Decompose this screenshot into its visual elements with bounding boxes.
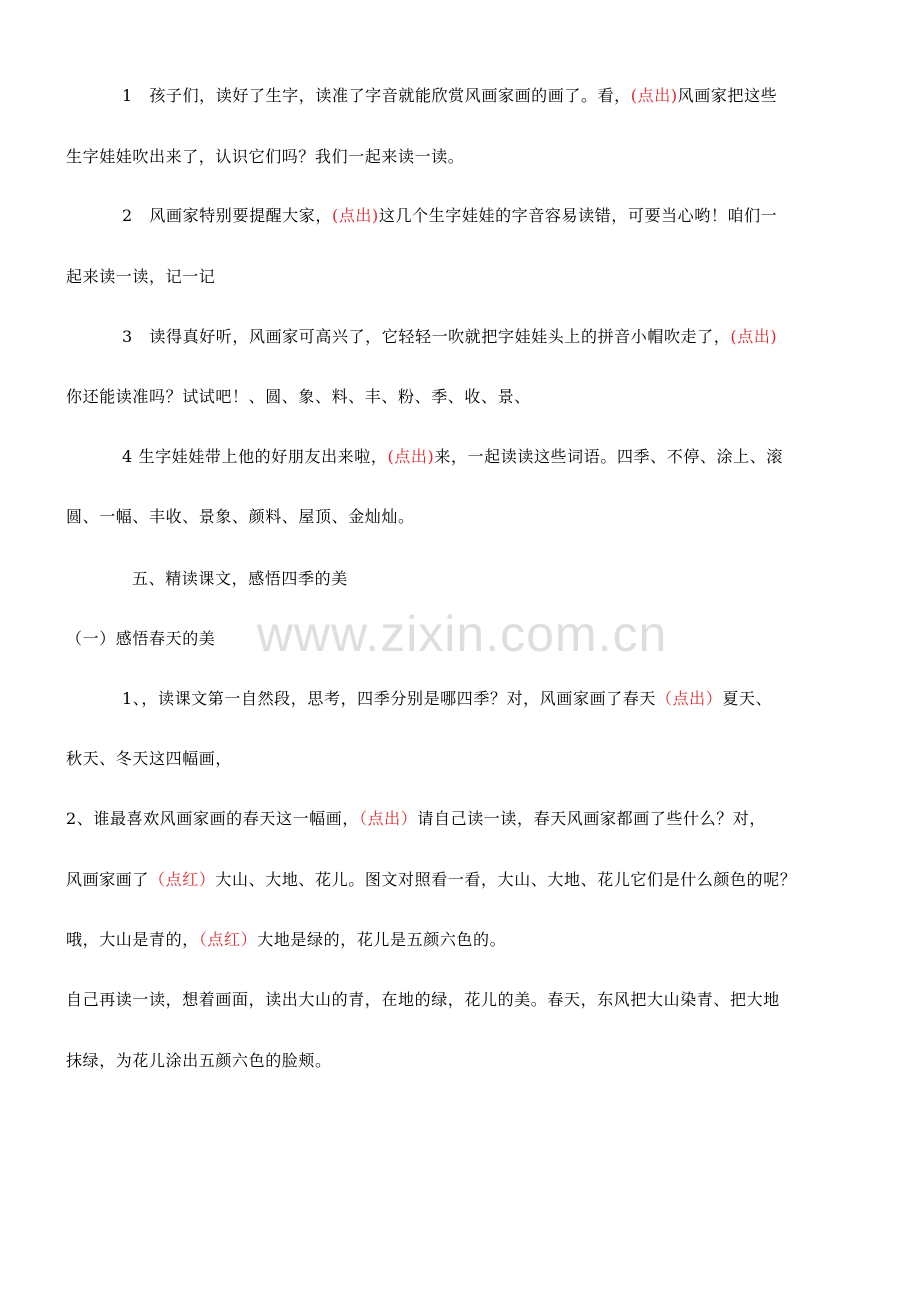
question-2-line-2 [66, 870, 796, 890]
question-1-text-a: 1、，读课文第一自然段，思考，四季分别是哪四季？对，风画家画了春天 [122, 689, 656, 708]
section-heading: 五、精读课文，感悟四季的美 [132, 569, 348, 588]
watermark: www.zixin.com.cn [256, 606, 668, 662]
paragraph-1-text-a: 1 孩子们，读好了生字，读准了字音就能欣赏风画家画的画了。看， [122, 86, 631, 105]
paragraph-2-text-c: 起来读一读，记一记 [66, 267, 216, 286]
paragraph-2-text-b: 这几个生字娃娃的字音容易读错，可要当心哟！咱们一 [378, 206, 778, 225]
paragraph-4-text-a: 4 生字娃娃带上他的好朋友出来啦， [122, 447, 388, 466]
question-1-text-c: 秋天、冬天这四幅画， [66, 749, 233, 768]
marker-dianchu: (点出) [730, 327, 778, 346]
paragraph-3-line-2 [66, 387, 531, 407]
paragraph-3-text-c: 你还能读准吗？试试吧！、圆、象、料、丰、粉、季、收、景、 [66, 387, 531, 406]
question-1-line-2 [66, 749, 232, 769]
question-2-text-a: 2、谁最喜欢风画家画的春天这一幅画， [66, 809, 359, 828]
paragraph-2-text-a: 2 风画家特别要提醒大家， [122, 206, 332, 225]
question-2-line-1 [66, 809, 766, 829]
question-1-text-b: 夏天、 [722, 689, 773, 708]
final-paragraph-line-2 [66, 1051, 332, 1071]
paragraph-4-text-c: 圆、一幅、丰收、景象、颜料、屋顶、金灿灿。 [66, 507, 415, 526]
subsection-heading: （一）感悟春天的美 [66, 629, 216, 648]
marker-dianhong: （点红） [198, 930, 258, 949]
paragraph-2-line-1 [122, 206, 777, 226]
question-2-line-3 [66, 930, 506, 950]
final-paragraph-line-1 [66, 990, 780, 1010]
paragraph-1-text-c: 生字娃娃吹出来了，认识它们吗？我们一起来读一读。 [66, 147, 465, 166]
question-2-text-d: 大山、大地、花儿。图文对照看一看，大山、大地、花儿它们是什么颜色的呢？ [215, 870, 797, 889]
marker-dianhong: （点红） [149, 870, 216, 889]
question-2-text-b: 请自己读一读，春天风画家都画了些什么？对， [417, 809, 766, 828]
paragraph-3-text-a: 3 读得真好听，风画家可高兴了，它轻轻一吹就把字娃娃头上的拼音小帽吹走了， [122, 327, 731, 346]
paragraph-1-line-2 [66, 147, 464, 167]
paragraph-2-line-2 [66, 267, 215, 287]
final-paragraph-text-a: 自己再读一读，想着画面，读出大山的青，在地的绿，花儿的美。春天，东风把大山染青、把大地 [66, 990, 780, 1009]
paragraph-4-line-1 [122, 447, 783, 467]
paragraph-4-line-2 [66, 507, 415, 527]
question-2-text-c: 风画家画了 [66, 870, 150, 889]
final-paragraph-text-b: 抹绿，为花儿涂出五颜六色的脸颊。 [66, 1051, 332, 1070]
question-2-text-f: 大地是绿的，花儿是五颜六色的。 [257, 930, 507, 949]
marker-dianchu: (点出) [630, 86, 678, 105]
paragraph-1-text-b: 风画家把这些 [677, 86, 778, 105]
marker-dianchu: (点出) [331, 206, 379, 225]
paragraph-1-line-1 [122, 86, 777, 106]
marker-dianchu: (点出) [387, 447, 435, 466]
question-1-line-1 [122, 689, 772, 709]
marker-dianchu: （点出） [655, 689, 723, 708]
paragraph-4-text-b: 来，一起读读这些词语。四季、不停、涂上、滚 [434, 447, 783, 466]
paragraph-3-line-1 [122, 327, 777, 347]
marker-dianchu: （点出） [358, 809, 418, 828]
question-2-text-e: 哦，大山是青的， [66, 930, 199, 949]
